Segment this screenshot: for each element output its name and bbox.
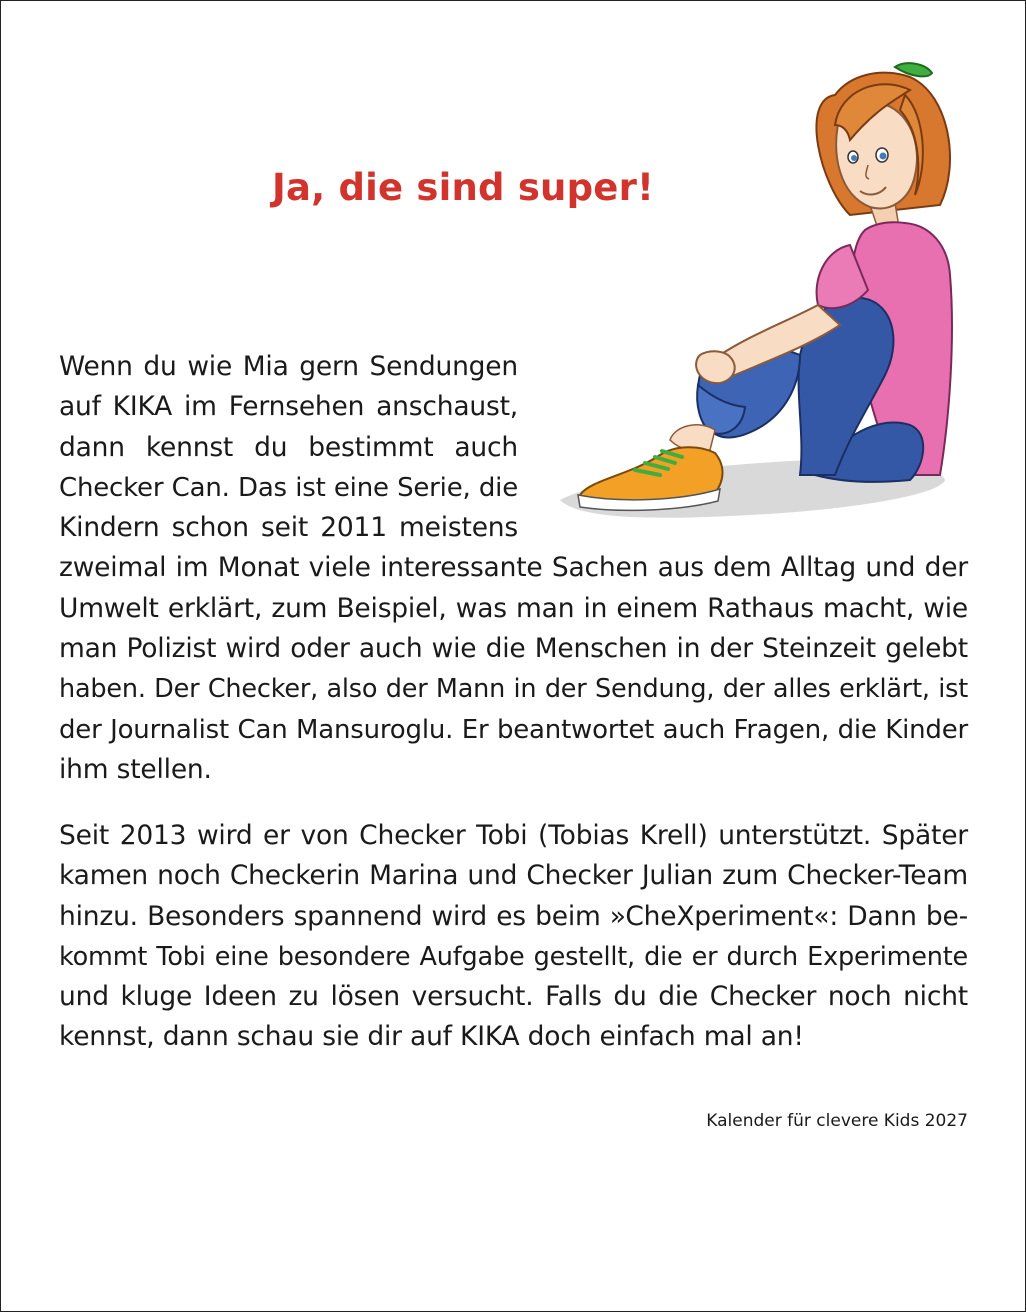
paragraph-1 [59, 347, 968, 790]
text-line: der Journalist Can Mansuroglu. Er beantwortet auch Fragen, die Kinder [59, 714, 968, 745]
text-line: Checker Can. Das ist eine Serie, die [59, 472, 518, 503]
text-line: haben. Der Checker, also der Mann in der Sendung, der alles erklärt, ist [59, 674, 968, 705]
text-line: Wenn du wie Mia gern Sendungen [59, 351, 518, 382]
text-line: zweimal im Monat viele interessante Sachen aus dem Alltag und der [59, 552, 968, 584]
footer-caption: Kalender für clevere Kids 2027 [706, 1111, 968, 1131]
text-line: Seit 2013 wird er von Checker Tobi (Tobias Krell) unterstützt. Später [59, 820, 968, 851]
text-line: man Polizist wird oder auch wie die Menschen in der Steinzeit gelebt [59, 633, 968, 665]
text-line: kommt Tobi eine besondere Aufgabe gestellt, die er durch Experimente [59, 941, 968, 972]
text-line: kamen noch Checkerin Marina und Checker Julian zum Checker-Team [59, 860, 968, 892]
paragraph-2 [59, 816, 968, 1058]
text-line: Umwelt erklärt, zum Beispiel, was man in einem Rathaus macht, wie [59, 592, 968, 624]
text-line: Kindern schon seit 2011 meistens [59, 512, 518, 544]
text-line: auf KIKA im Fernsehen anschaust, [59, 391, 518, 423]
page-title: Ja, die sind super! [272, 166, 655, 209]
text-line: ihm stellen. [59, 753, 212, 785]
text-line: kennst, dann schau sie dir auf KIKA doch einfach mal an! [59, 1021, 804, 1053]
text-line: und kluge Ideen zu lösen versucht. Falls du die Checker noch nicht [59, 981, 968, 1013]
text-line: hinzu. Besonders spannend wird es beim »CheXperiment«: Dann be- [59, 900, 968, 932]
text-line: dann kennst du bestimmt auch [59, 431, 518, 463]
